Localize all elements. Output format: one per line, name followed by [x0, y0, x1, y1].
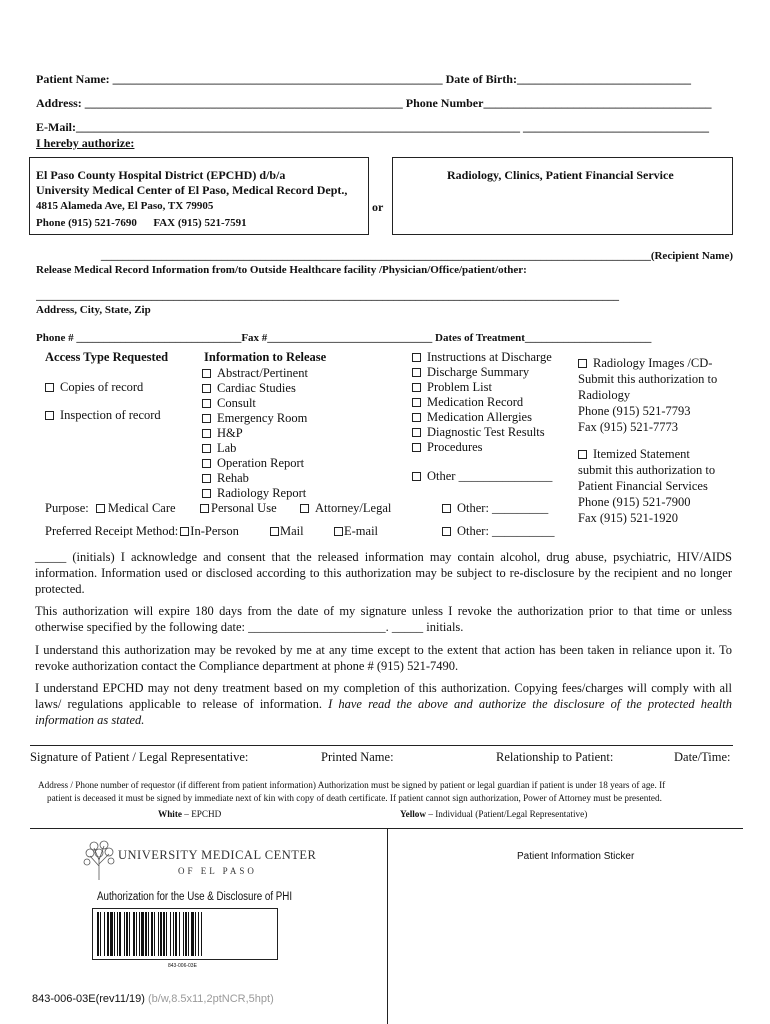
checkbox-icon[interactable] — [412, 443, 421, 452]
info-release-item-option[interactable]: Emergency Room — [202, 411, 307, 426]
checkbox-icon[interactable] — [200, 504, 209, 513]
checkbox-icon[interactable] — [202, 399, 211, 408]
info-release-item-2-option[interactable]: Medication Record — [412, 395, 523, 410]
release-label: Release Medical Record Information from/to Outside Healthcare facility /Physician/Office/patient/other: — [36, 264, 527, 276]
checkbox-icon[interactable] — [202, 474, 211, 483]
mail-option[interactable]: Mail — [270, 524, 304, 539]
consent-paragraph: _____ (initials) I acknowledge and consent that the released information may contain alcohol, drug abuse, psychiatric, HIV/AIDS information. Information used or disclosed according to this authorization may be subject to re-disclosure by the recipient and no longer protected. — [35, 550, 732, 596]
checkbox-icon[interactable] — [578, 450, 587, 459]
purpose-label: Purpose: — [45, 501, 89, 515]
epchd-line-2: University Medical Center of El Paso, Medical Record Dept., — [36, 183, 348, 197]
phone-fax-dates-field[interactable]: Phone # ______________________________Fax #______________________________ Dates of Treatment_______________________ — [36, 332, 652, 344]
medical-care-option[interactable]: Medical Care — [107, 501, 176, 515]
checkbox-icon[interactable] — [45, 411, 54, 420]
checkbox-icon[interactable] — [180, 527, 189, 536]
other-info-option[interactable]: Other _______________ — [412, 469, 552, 484]
radiology-line-3: Radiology — [578, 388, 631, 402]
receipt-method-row — [45, 524, 239, 539]
logo-subtitle: OF EL PASO — [178, 866, 257, 876]
radiology-line-2: Submit this authorization to — [578, 372, 718, 386]
radiology-fax: Fax (915) 521-7773 — [578, 420, 678, 434]
checkbox-icon[interactable] — [202, 459, 211, 468]
checkbox-icon[interactable] — [202, 489, 211, 498]
info-release-item-2-option[interactable]: Diagnostic Test Results — [412, 425, 545, 440]
or-label: or — [372, 200, 384, 214]
attorney-legal-option[interactable]: Attorney/Legal — [300, 501, 391, 516]
recipient-name-field[interactable]: ____________________________________________________________________________________________________(Recipient Name) — [100, 250, 733, 262]
epchd-line-1: El Paso County Hospital District (EPCHD) d/b/a — [36, 168, 286, 182]
treatment-text: I understand EPCHD may not deny treatment based on my completion of this authorization. Copying fees/charges will comply with all laws/ regulations applicable to release of information. — [35, 681, 732, 711]
tree-logo-icon — [82, 840, 116, 880]
date-time-label: Date/Time: — [674, 750, 731, 764]
yellow-copy-label: Yellow – Individual (Patient/Legal Representative) — [400, 809, 588, 819]
itemized-line-3: Patient Financial Services — [578, 479, 708, 493]
receipt-other-option[interactable]: Other: __________ — [442, 524, 555, 539]
barcode-text: 843-006-03E — [168, 963, 197, 969]
checkbox-icon[interactable] — [202, 384, 211, 393]
checkbox-icon[interactable] — [412, 413, 421, 422]
email-field[interactable]: E-Mail:__________________________________________________________________________ _______________________________ — [36, 120, 709, 134]
checkbox-icon[interactable] — [442, 504, 451, 513]
info-release-item-option[interactable]: Lab — [202, 441, 236, 456]
checkbox-icon[interactable] — [412, 368, 421, 377]
checkbox-icon[interactable] — [300, 504, 309, 513]
info-release-item-2-option[interactable]: Medication Allergies — [412, 410, 532, 425]
white-copy-label: White – EPCHD — [158, 809, 222, 819]
footnote-line-2: patient is deceased it must be signed by immediate next of kin with copy of death certificate. If patient cannot sign authorization, Power of Attorney must be presented. — [47, 793, 662, 803]
address-city-label: Address, City, State, Zip — [36, 304, 151, 316]
checkbox-icon[interactable] — [578, 359, 587, 368]
checkbox-icon[interactable] — [202, 369, 211, 378]
info-release-item-option[interactable]: Cardiac Studies — [202, 381, 296, 396]
signature-line[interactable] — [30, 745, 733, 746]
info-release-item-option[interactable]: Rehab — [202, 471, 249, 486]
barcode-bar — [201, 912, 202, 956]
copies-of-record-option[interactable]: Copies of record — [45, 380, 143, 395]
footnote-line-1: Address / Phone number of requestor (if different from patient information) Authorization must be signed by patient or legal guardian if patient is under 18 years of age. If — [38, 780, 666, 790]
itemized-phone: Phone (915) 521-7900 — [578, 495, 691, 509]
logo-title: UNIVERSITY MEDICAL CENTER — [118, 848, 317, 862]
checkbox-icon[interactable] — [442, 527, 451, 536]
authorize-heading: I hereby authorize: — [36, 136, 135, 150]
checkbox-icon[interactable] — [412, 398, 421, 407]
outside-address-field[interactable]: __________________________________________________________________________________________________________ — [36, 290, 619, 302]
radiology-phone: Phone (915) 521-7793 — [578, 404, 691, 418]
form-number-text: 843-006-03E(rev11/19) — [32, 993, 145, 1005]
info-release-item-option[interactable]: Abstract/Pertinent — [202, 366, 308, 381]
sticker-label: Patient Information Sticker — [517, 851, 635, 862]
info-release-item-2-option[interactable]: Problem List — [412, 380, 492, 395]
checkbox-icon[interactable] — [270, 527, 279, 536]
info-release-item-2-option[interactable]: Instructions at Discharge — [412, 350, 552, 365]
info-release-item-option[interactable]: Consult — [202, 396, 256, 411]
info-release-heading: Information to Release — [204, 350, 327, 364]
personal-use-option[interactable]: Personal Use — [200, 501, 277, 516]
checkbox-icon[interactable] — [202, 429, 211, 438]
checkbox-icon[interactable] — [412, 353, 421, 362]
checkbox-icon[interactable] — [334, 527, 343, 536]
radiology-clinics-label: Radiology, Clinics, Patient Financial Service — [447, 168, 674, 182]
patient-name-field[interactable]: Patient Name: _______________________________________________________ Date of Birth:_____________________________ — [36, 72, 691, 86]
purpose-other-option[interactable]: Other: _________ — [442, 501, 548, 516]
itemized-statement-option[interactable]: Itemized Statement submit this authorization to Patient Financial Services Phone (915) 521-7900 Fax (915) 521-1920 — [578, 447, 716, 525]
authorize-disclosure-text: I have read the above and authorize the disclosure of the protected health information as stated. — [35, 697, 732, 727]
checkbox-icon[interactable] — [412, 383, 421, 392]
receipt-method-label: Preferred Receipt Method: — [45, 524, 179, 538]
checkbox-icon[interactable] — [412, 472, 421, 481]
checkbox-icon[interactable] — [202, 414, 211, 423]
address-field[interactable]: Address: _____________________________________________________ Phone Number______________________________________ — [36, 96, 712, 110]
checkbox-icon[interactable] — [412, 428, 421, 437]
info-release-item-option[interactable]: Operation Report — [202, 456, 304, 471]
info-release-item-option[interactable]: Radiology Report — [202, 486, 306, 501]
email-option[interactable]: E-mail — [334, 524, 378, 539]
itemized-line-2: submit this authorization to — [578, 463, 716, 477]
epchd-address: 4815 Alameda Ave, El Paso, TX 79905 — [36, 200, 214, 212]
radiology-images-option[interactable]: Radiology Images /CD- Submit this authorization to Radiology Phone (915) 521-7793 Fax (915) 521-7773 — [578, 356, 718, 434]
form-title: Authorization for the Use & Disclosure of PHI — [97, 891, 293, 903]
inspection-of-record-option[interactable]: Inspection of record — [45, 408, 161, 423]
checkbox-icon[interactable] — [45, 383, 54, 392]
treatment-paragraph — [35, 680, 732, 728]
info-release-item-2-option[interactable]: Discharge Summary — [412, 365, 529, 380]
access-type-heading: Access Type Requested — [45, 350, 169, 364]
revocation-paragraph: I understand this authorization may be revoked by me at any time except to the extent that action has been taken in reliance upon it. To revoke authorization contact the Compliance department at phone # (915) 521-7490. — [35, 643, 732, 673]
info-release-item-option[interactable]: H&P — [202, 426, 243, 441]
checkbox-icon[interactable] — [96, 504, 105, 513]
form-spec-text: (b/w,8.5x11,2ptNCR,5hpt) — [147, 993, 274, 1005]
form-number — [32, 993, 274, 1005]
itemized-fax: Fax (915) 521-1920 — [578, 511, 678, 525]
relationship-label: Relationship to Patient: — [496, 750, 614, 764]
barcode — [92, 908, 278, 960]
printed-name-label: Printed Name: — [321, 750, 394, 764]
purpose-row — [45, 501, 176, 516]
signature-label: Signature of Patient / Legal Representative: — [30, 750, 249, 764]
bottom-vertical-divider — [387, 828, 388, 1024]
in-person-option[interactable]: In-Person — [190, 524, 239, 538]
epchd-phone-fax: Phone (915) 521-7690 FAX (915) 521-7591 — [36, 217, 247, 229]
info-release-item-2-option[interactable]: Procedures — [412, 440, 483, 455]
expiration-paragraph: This authorization will expire 180 days from the date of my signature unless I revoke the authorization prior to that time or unless otherwise specified by the following date: ______________________. _____ initials. — [35, 604, 732, 634]
checkbox-icon[interactable] — [202, 444, 211, 453]
